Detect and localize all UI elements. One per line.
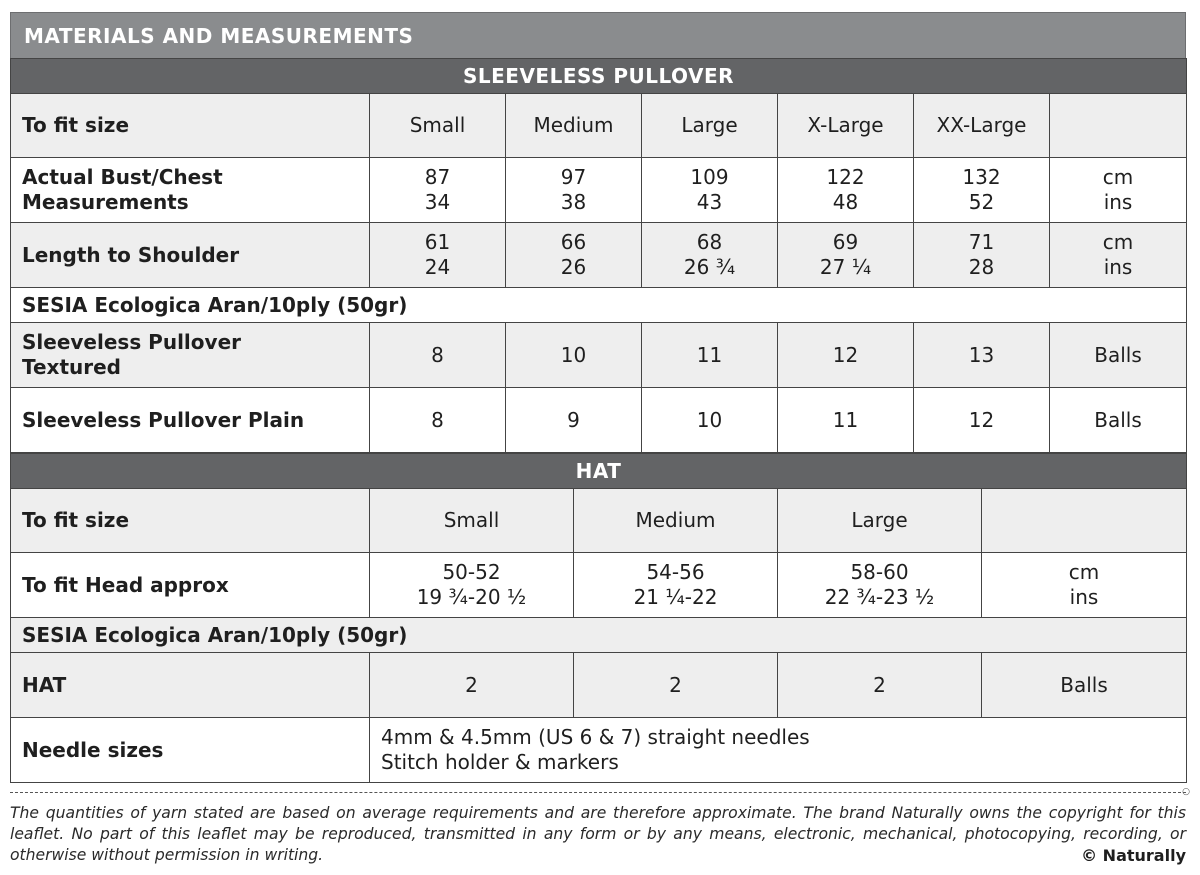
balls-cell: 13 [914, 323, 1050, 388]
bust-cell: 122 48 [778, 158, 914, 223]
yarn-label: SESIA Ecologica Aran/10ply (50gr) [11, 618, 1187, 653]
size-cell: Medium [506, 94, 642, 158]
bust-cell: 87 34 [370, 158, 506, 223]
unit-cell: Balls [1050, 388, 1187, 453]
unit-cell: cm ins [982, 553, 1187, 618]
size-cell: Small [370, 489, 574, 553]
size-cell: X-Large [778, 94, 914, 158]
copyright: © Naturally [1081, 846, 1186, 865]
head-cell: 50-52 19 ¾-20 ½ [370, 553, 574, 618]
balls-cell: 2 [778, 653, 982, 718]
balls-cell: 8 [370, 388, 506, 453]
table-row [11, 618, 1187, 653]
footer [10, 787, 1190, 866]
size-cell: Large [778, 489, 982, 553]
table-row [11, 288, 1187, 323]
bust-label: Actual Bust/Chest Measurements [11, 158, 370, 223]
yarn-label: SESIA Ecologica Aran/10ply (50gr) [11, 288, 1187, 323]
table-row [11, 653, 1187, 718]
unit-cell: Balls [982, 653, 1187, 718]
pullover-table [10, 58, 1187, 453]
table-row [11, 158, 1187, 223]
materials-sheet [10, 12, 1186, 783]
textured-label: Sleeveless Pullover Textured [11, 323, 370, 388]
table-row [11, 718, 1187, 783]
length-cell: 61 24 [370, 223, 506, 288]
balls-cell: 12 [914, 388, 1050, 453]
unit-cell: cm ins [1050, 158, 1187, 223]
hat-heading: HAT [11, 454, 1187, 489]
pullover-heading: SLEEVELESS PULLOVER [11, 59, 1187, 94]
length-label: Length to Shoulder [11, 223, 370, 288]
head-cell: 54-56 21 ¼-22 [574, 553, 778, 618]
page-title: MATERIALS AND MEASUREMENTS [10, 12, 1186, 58]
balls-cell: 2 [370, 653, 574, 718]
pullover-fit-label: To fit size [11, 94, 370, 158]
needles-label: Needle sizes [11, 718, 370, 783]
balls-cell: 10 [642, 388, 778, 453]
table-row [11, 223, 1187, 288]
hat-table [10, 453, 1187, 783]
length-cell: 66 26 [506, 223, 642, 288]
bust-cell: 109 43 [642, 158, 778, 223]
balls-cell: 9 [506, 388, 642, 453]
head-label: To fit Head approx [11, 553, 370, 618]
balls-cell: 8 [370, 323, 506, 388]
empty-cell [982, 489, 1187, 553]
balls-cell: 2 [574, 653, 778, 718]
size-cell: Large [642, 94, 778, 158]
table-row [11, 323, 1187, 388]
length-cell: 69 27 ¼ [778, 223, 914, 288]
balls-cell: 10 [506, 323, 642, 388]
size-cell: Medium [574, 489, 778, 553]
length-cell: 68 26 ¾ [642, 223, 778, 288]
unit-cell: cm ins [1050, 223, 1187, 288]
size-cell: XX-Large [914, 94, 1050, 158]
plain-label: Sleeveless Pullover Plain [11, 388, 370, 453]
divider-end-dot: ○ [1182, 787, 1190, 797]
head-cell: 58-60 22 ¾-23 ½ [778, 553, 982, 618]
hat-balls-label: HAT [11, 653, 370, 718]
needles-value: 4mm & 4.5mm (US 6 & 7) straight needles Stitch holder & markers [370, 718, 1187, 783]
balls-cell: 11 [778, 388, 914, 453]
table-row [11, 553, 1187, 618]
disclaimer: The quantities of yarn stated are based on average requirements and are therefore approximate. The brand Naturally owns the copyright for this leaflet. No part of this leaflet may be reproduced, transmitted in any form or by any means, electronic, mechanical, photocopying, recording, or otherwise without permission in writing. © Naturally [10, 804, 1186, 865]
size-cell: Small [370, 94, 506, 158]
empty-cell [1050, 94, 1187, 158]
bust-cell: 132 52 [914, 158, 1050, 223]
table-row [11, 489, 1187, 553]
hat-fit-label: To fit size [11, 489, 370, 553]
balls-cell: 11 [642, 323, 778, 388]
length-cell: 71 28 [914, 223, 1050, 288]
table-row [11, 94, 1187, 158]
bust-cell: 97 38 [506, 158, 642, 223]
unit-cell: Balls [1050, 323, 1187, 388]
table-row [11, 388, 1187, 453]
balls-cell: 12 [778, 323, 914, 388]
